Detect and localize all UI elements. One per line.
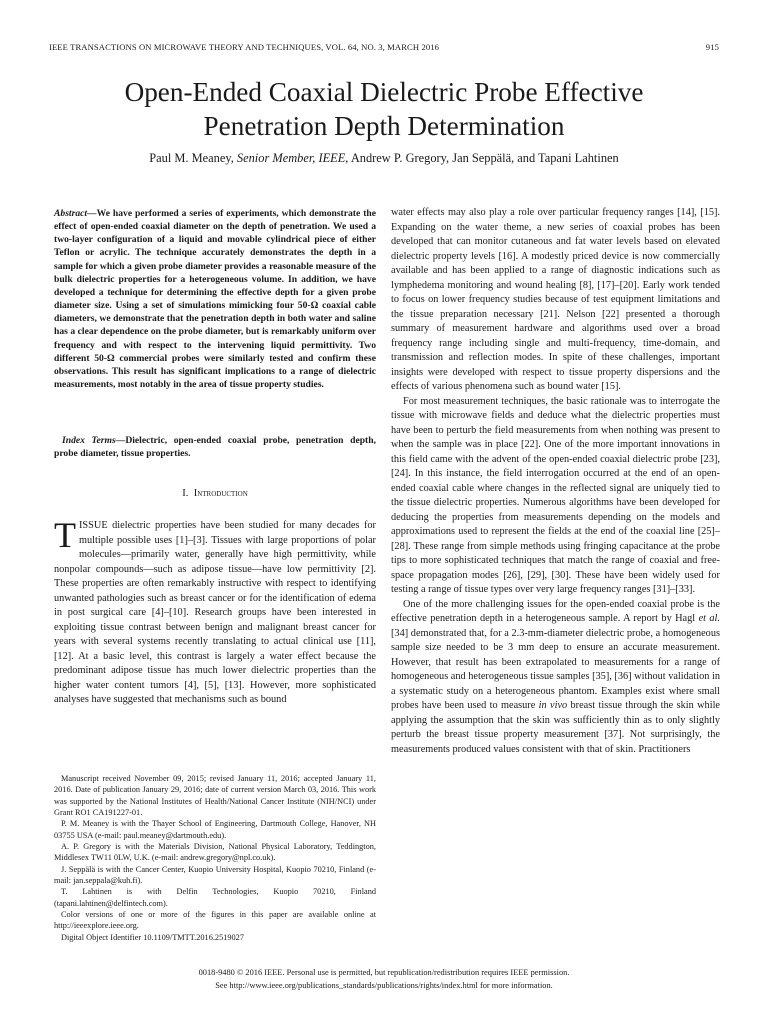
paragraph-text-part-3: breast tissue through the skin while applying the assumption that the skin was sufficiently thin as to only slightly perturb the breast tissue property measurement [37]. Not surprisingly, the measurements produced values consistent with that of skin. Practitioners	[391, 700, 720, 755]
section-title: Introduction	[193, 488, 248, 499]
copyright-notice	[40, 967, 728, 993]
rights-link-line: See http://www.ieee.org/publications_standards/publications/rights/index.html for more information.	[215, 980, 553, 990]
paragraph-penetration-depth	[391, 598, 720, 758]
footnote-author-2: A. P. Gregory is with the Materials Division, National Physical Laboratory, Teddington, Middlesex TW11 0LW, U.K. (e-mail: andrew.gregory@npl.co.uk).	[54, 842, 376, 863]
index-terms-label: Index Terms—	[62, 435, 126, 446]
title-line-1: Open-Ended Coaxial Dielectric Probe Effective	[124, 77, 644, 107]
footnote-manuscript: Manuscript received November 09, 2015; revised January 11, 2016; accepted January 11, 2016. Date of publication January 29, 2016; date of current version March 03, 2016. This work was supported by the National Institutes of Health/National Cancer Institute (NIH/NCI) under Grant RO1 CA191227-01.	[54, 774, 376, 818]
abstract-label: Abstract—	[54, 208, 97, 219]
footnote-author-3: J. Seppälä is with the Cancer Center, Kuopio University Hospital, Kuopio 70210, Finland (e-mail: jan.seppala@kuh.fi).	[54, 864, 376, 886]
drop-cap: T	[54, 515, 76, 555]
paragraph-measurement-techniques: For most measurement techniques, the basic rationale was to interrogate the tissue with microwave fields and deduce what the dielectric properties must have been to perturb the field measurements from when nothing was present to when the sample was in place [22]. One of the more important innovations in this field came with the advent of the open-ended coaxial dielectric probe [23], [24]. In this instance, the field interrogation occurred at the end of an open-ended coaxial cable where changes in the reflected signal are uniquely tied to the tissue dielectric properties. Numerous algorithms have been developed for deducing the properties from measurements depending on the models and approximations used to represent the fields at the end of the coaxial line [25]–[28]. These range from simple methods using fringing capacitance at the probe tips to more sophisticated techniques that match the range of coaxial and free-space propagation modes [26], [29], [30]. These have been widely used for testing a range of tissue types over very large frequency ranges [31]–[33].	[391, 395, 720, 595]
paragraph-text-part-1: One of the more challenging issues for the open-ended coaxial probe is the effective penetration depth in a heterogeneous sample. A report by Hagl	[391, 598, 720, 624]
author-list	[40, 151, 728, 166]
title-line-2: Penetration Depth Determination	[203, 111, 565, 141]
index-terms-text: Dielectric, open-ended coaxial probe, penetration depth, probe diameter, tissue properties.	[54, 435, 376, 460]
author-1: Paul M. Meaney,	[149, 151, 234, 165]
intro-paragraph	[54, 515, 376, 708]
other-authors: Andrew P. Gregory, Jan Seppälä, and Tapani Lahtinen	[350, 151, 619, 165]
page-number: 915	[705, 42, 719, 52]
footnote-author-1: P. M. Meaney is with the Thayer School of Engineering, Dartmouth College, Hanover, NH 03755 USA (e-mail: paul.meaney@dartmouth.edu).	[54, 819, 376, 840]
intro-text: dielectric properties have been studied for many decades for multiple possible uses [1]–[3]. Tissues with large proportions of polar molecules—primarily water, generally have high permittivity, while nonpolar compounds—such as adipose tissue—have low permittivity [2]. These properties are often remarkably instructive with respect to identifying unwanted pathologies such as breast cancer or for the identification of edema in post surgical care [4]–[10]. Research groups have been interested in exploiting tissue contrast between benign and malignant breast cancer for years with several systems recently translating to actual clinical use [11], [12]. At a basic level, this contrast is largely a water effect because the predominant adipose tissue has much lower dielectric properties than the higher water content tumors [4], [5], [13]. However, more sophisticated analyses have suggested that mechanisms such as bound	[54, 520, 376, 705]
paper-title	[40, 75, 728, 143]
index-terms	[54, 434, 376, 460]
paragraph-water-effects: water effects may also play a role over particular frequency ranges [14], [15]. Expanding on the water theme, a new series of coaxial probes has been developed that can monitor cutaneous and fat water levels based on elevated dielectric property levels [16]. A modestly priced device is now commercially available and has been applied to a range of diagnostic indications such as lymphedema monitoring and wound healing [8], [17]–[20]. Early work tended to focus on lower frequency studies because of test equipment limitations and the tissue preparation necessary [21]. Nelson [22] presented a thorough summary of measurement hardware and algorithms used over a broad frequency range including single and multi-frequency, time-domain, and transmission and reflection modes. In spite of these challenges, important insights were developed with respect to tissue property dispersions and the effects of various phenomena such as bound water [15].	[391, 207, 720, 392]
intro-lead-word: ISSUE	[79, 520, 108, 531]
abstract-text: We have performed a series of experiments, which demonstrate the effect of open-ended coaxial diameter on the depth of penetration. We used a two-layer configuration of a liquid and movable cylindrical piece of either Teflon or acrylic. The technique accurately demonstrates the depth in a sample for which a given probe diameter provides a reasonable measure of the bulk dielectric properties for a heterogeneous volume. In addition, we have developed a technique for determining the effective depth for a given probe diameter size. Using a set of simulations mimicking four 50-Ω coaxial cable diameters, we demonstrate that the penetration depth in both water and saline has a clear dependence on the probe diameter, but is remarkably uniform over frequency and with respect to the intervening liquid permittivity. Two different 50-Ω commercial probes were similarly tested and confirm these observations. This result has significant implications to a range of dielectric measurements, most notably in the area of tissue property studies.	[54, 208, 376, 391]
et-al-text: et al.	[698, 613, 720, 624]
copyright-line: 0018-9480 © 2016 IEEE. Personal use is permitted, but republication/redistribution requires IEEE permission.	[198, 968, 570, 977]
running-head	[49, 42, 719, 52]
section-numeral: I.	[182, 488, 189, 499]
author-1-role: Senior Member, IEEE,	[236, 151, 349, 165]
section-heading	[54, 488, 376, 499]
right-column	[391, 206, 720, 757]
journal-name: IEEE TRANSACTIONS ON MICROWAVE THEORY AND TECHNIQUES, VOL. 64, NO. 3, MARCH 2016	[49, 42, 440, 52]
paragraph-text-part-2: [34] demonstrated that, for a 2.3-mm-diameter dielectric probe, a homogeneous sample size needed to be 3 mm deep to ensure an accurate measurement. However, that result has been extrapolated to measurements for a range of homogeneous and heterogeneous tissue samples [35], [36] without validation in a systematic study on a heterogeneous phantom. Examples exist where small probes have been used to measure	[391, 627, 720, 711]
footnote-author-4: T. Lahtinen is with Delfin Technologies, Kuopio 70210, Finland (tapani.lahtinen@delfintech.com).	[54, 887, 376, 908]
footnote-color-versions: Color versions of one or more of the figures in this paper are available online at http://ieeexplore.ieee.org.	[54, 910, 376, 931]
footnote-doi: Digital Object Identifier 10.1109/TMTT.2016.2519027	[61, 932, 244, 942]
abstract	[54, 207, 376, 391]
in-vivo-text: in vivo	[538, 700, 568, 711]
footnotes	[54, 773, 376, 943]
